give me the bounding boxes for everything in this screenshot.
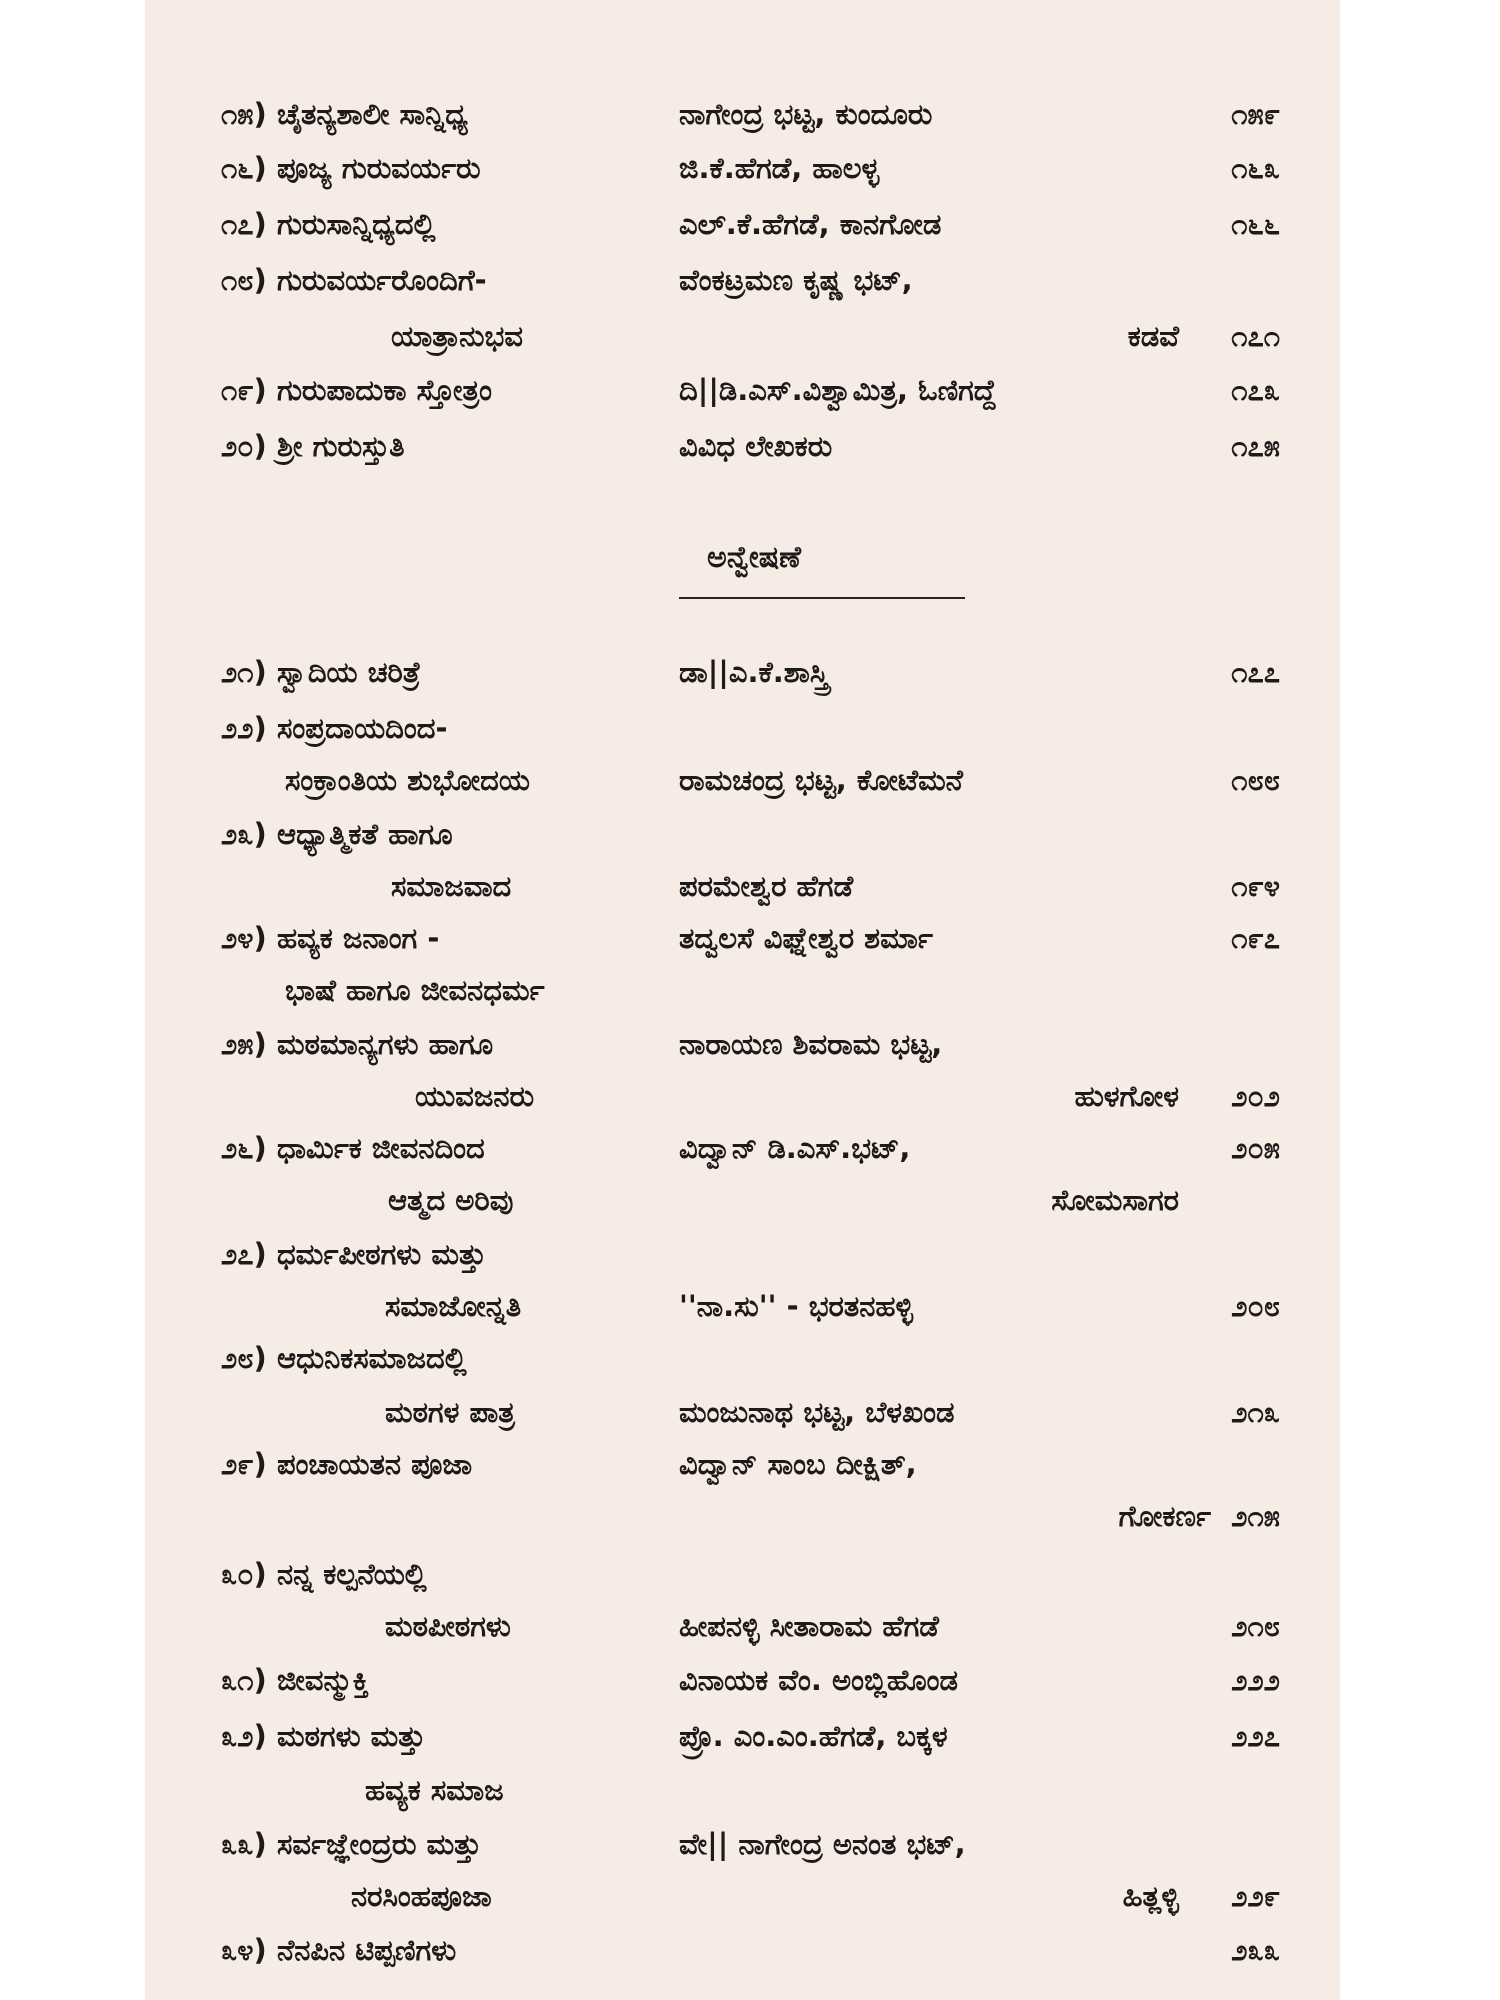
toc-entry-continued bbox=[145, 1174, 1340, 1226]
entry-title-continued: ಯುವಜನರು bbox=[415, 1079, 535, 1113]
toc-entry bbox=[145, 88, 1340, 140]
toc-entry-continued bbox=[145, 964, 1340, 1016]
entry-number: ೩೨) bbox=[221, 1719, 267, 1753]
entry-number: ೨೮) bbox=[221, 1341, 267, 1375]
entry-page: ೨೦೫ bbox=[1231, 1131, 1280, 1165]
toc-entry bbox=[145, 646, 1340, 698]
entry-page: ೨೧೮ bbox=[1231, 1609, 1280, 1643]
entry-number: ೨೯) bbox=[221, 1447, 267, 1481]
entry-title: ಶ್ರೀ ಗುರುಸ್ತುತಿ bbox=[277, 429, 405, 463]
entry-number: ೩೧) bbox=[221, 1663, 267, 1697]
toc-entry bbox=[145, 1122, 1340, 1174]
entry-author-continued: ಹುಳಗೋಳ bbox=[1074, 1079, 1179, 1113]
entry-author-continued: ಗೋಕರ್ಣ bbox=[1118, 1499, 1211, 1533]
entry-title: ಗುರುವರ್ಯರೊಂದಿಗೆ- bbox=[277, 263, 487, 297]
entry-title: ನನ್ನ ಕಲ್ಪನೆಯಲ್ಲಿ bbox=[277, 1557, 427, 1591]
entry-title: ಧರ್ಮಪೀಠಗಳು ಮತ್ತು bbox=[277, 1237, 487, 1271]
entry-title: ಸಂಪ್ರದಾಯದಿಂದ- bbox=[277, 711, 448, 745]
entry-number: ೨೨) bbox=[221, 711, 267, 745]
entry-author: ವೇ|| ನಾಗೇಂದ್ರ ಅನಂತ ಭಟ್, bbox=[679, 1827, 966, 1861]
entry-page: ೨೨೭ bbox=[1231, 1719, 1280, 1753]
entry-number: ೩೩) bbox=[221, 1827, 267, 1861]
entry-title: ಆಧ್ಯಾತ್ಮಿಕತೆ ಹಾಗೂ bbox=[277, 817, 453, 851]
toc-entry bbox=[145, 254, 1340, 306]
toc-entry-continued bbox=[145, 1070, 1340, 1122]
entry-page: ೧೭೧ bbox=[1231, 319, 1280, 353]
entry-author: ದಿ||ಡಿ.ಎಸ್.ವಿಶ್ವಾಮಿತ್ರ, ಓಣಿಗದ್ದೆ bbox=[679, 373, 997, 407]
entry-author-continued: ಸೋಮಸಾಗರ bbox=[1051, 1183, 1179, 1217]
entry-page: ೨೦೮ bbox=[1231, 1289, 1280, 1323]
toc-entry bbox=[145, 420, 1340, 472]
entry-page: ೧೮೮ bbox=[1231, 763, 1280, 797]
entry-number: ೧೭) bbox=[221, 207, 267, 241]
entry-title: ಚೈತನ್ಯಶಾಲೀ ಸಾನ್ನಿಧ್ಯ bbox=[277, 97, 468, 131]
toc-entry bbox=[145, 1228, 1340, 1280]
entry-author: ಜಿ.ಕೆ.ಹೆಗಡೆ, ಹಾಲಳ್ಳ bbox=[679, 151, 880, 185]
entry-author: ನಾರಾಯಣ ಶಿವರಾಮ ಭಟ್ಟ, bbox=[679, 1027, 943, 1061]
entry-title-continued: ನರಸಿಂಹಪೂಜಾ bbox=[351, 1879, 492, 1913]
toc-entry bbox=[145, 1438, 1340, 1490]
entry-number: ೨೬) bbox=[221, 1131, 267, 1165]
entry-author: ವಿನಾಯಕ ವೆಂ. ಅಂಬ್ಲಿಹೊಂಡ bbox=[679, 1663, 958, 1697]
entry-page: ೧೫೯ bbox=[1231, 97, 1280, 131]
entry-number: ೨೫) bbox=[221, 1027, 267, 1061]
entry-author: ''ನಾ.ಸು'' - ಭರತನಹಳ್ಳಿ bbox=[679, 1289, 914, 1323]
toc-entry-continued bbox=[145, 754, 1340, 806]
entry-title: ಹವ್ಯಕ ಜನಾಂಗ - bbox=[277, 921, 440, 955]
toc-entry-continued bbox=[145, 860, 1340, 912]
entry-author: ಪ್ರೊ. ಎಂ.ಎಂ.ಹೆಗಡೆ, ಬಕ್ಕಳ bbox=[679, 1719, 948, 1753]
entry-author: ವೆಂಕಟ್ರಮಣ ಕೃಷ್ಣ ಭಟ್, bbox=[679, 263, 913, 297]
entry-author: ನಾಗೇಂದ್ರ ಭಟ್ಟ, ಕುಂದೂರು bbox=[679, 97, 933, 131]
toc-entry bbox=[145, 142, 1340, 194]
toc-entry bbox=[145, 364, 1340, 416]
entry-author: ವಿದ್ವಾನ್ ಡಿ.ಎಸ್.ಭಟ್, bbox=[679, 1131, 911, 1165]
toc-entry bbox=[145, 1710, 1340, 1762]
entry-title: ಗುರುಸಾನ್ನಿಧ್ಯದಲ್ಲಿ bbox=[277, 207, 436, 241]
entry-title-continued: ಹವ್ಯಕ ಸಮಾಜ bbox=[365, 1773, 504, 1807]
toc-entry-continued bbox=[145, 1490, 1340, 1542]
entry-author: ವಿದ್ವಾನ್ ಸಾಂಬ ದೀಕ್ಷಿತ್, bbox=[679, 1447, 917, 1481]
entry-page: ೧೬೬ bbox=[1231, 207, 1280, 241]
entry-title: ಮಠಮಾನ್ಯಗಳು ಹಾಗೂ bbox=[277, 1027, 494, 1061]
toc-entry-continued bbox=[145, 1386, 1340, 1438]
section-underline bbox=[679, 597, 965, 599]
entry-title: ಪಂಚಾಯತನ ಪೂಜಾ bbox=[277, 1447, 473, 1481]
entry-title: ಮಠಗಳು ಮತ್ತು bbox=[277, 1719, 426, 1753]
entry-page: ೨೩೩ bbox=[1231, 1933, 1280, 1967]
book-page bbox=[145, 0, 1340, 2000]
entry-author: ವಿವಿಧ ಲೇಖಕರು bbox=[679, 429, 833, 463]
entry-title-continued: ಮಠಪೀಠಗಳು bbox=[385, 1609, 511, 1643]
toc-entry bbox=[145, 1332, 1340, 1384]
section-heading: ಅನ್ವೇಷಣೆ bbox=[707, 540, 801, 575]
entry-title: ಗುರುಪಾದುಕಾ ಸ್ತೋತ್ರಂ bbox=[277, 373, 492, 407]
entry-number: ೨೪) bbox=[221, 921, 267, 955]
entry-title-continued: ಮಠಗಳ ಪಾತ್ರ bbox=[385, 1395, 515, 1429]
entry-author: ಹೀಪನಳ್ಳಿ ಸೀತಾರಾಮ ಹೆಗಡೆ bbox=[679, 1609, 939, 1643]
entry-number: ೩೦) bbox=[221, 1557, 267, 1591]
toc-entry bbox=[145, 198, 1340, 250]
entry-title: ಧಾರ್ಮಿಕ ಜೀವನದಿಂದ bbox=[277, 1131, 485, 1165]
entry-page: ೧೭೩ bbox=[1231, 373, 1280, 407]
entry-title: ಆಧುನಿಕಸಮಾಜದಲ್ಲಿ bbox=[277, 1341, 467, 1375]
table-of-contents bbox=[145, 0, 1340, 2000]
entry-title-continued: ಯಾತ್ರಾನುಭವ bbox=[391, 319, 523, 353]
entry-title: ಪೂಜ್ಯ ಗುರುವರ್ಯರು bbox=[277, 151, 481, 185]
toc-entry bbox=[145, 912, 1340, 964]
entry-title-continued: ಸಮಾಜೋನ್ನತಿ bbox=[385, 1289, 522, 1323]
entry-page: ೨೨೨ bbox=[1231, 1663, 1280, 1697]
entry-page: ೧೯೭ bbox=[1231, 921, 1280, 955]
entry-author: ಪರಮೇಶ್ವರ ಹೆಗಡೆ bbox=[679, 869, 854, 903]
toc-entry-continued bbox=[145, 1764, 1340, 1816]
entry-page: ೧೭೫ bbox=[1231, 429, 1280, 463]
entry-title: ಸರ್ವಜ್ಞೇಂದ್ರರು ಮತ್ತು bbox=[277, 1827, 482, 1861]
entry-number: ೨೦) bbox=[221, 429, 267, 463]
toc-entry bbox=[145, 808, 1340, 860]
toc-entry bbox=[145, 702, 1340, 754]
entry-page: ೨೧೫ bbox=[1231, 1499, 1280, 1533]
entry-title-continued: ಸಮಾಜವಾದ bbox=[391, 869, 512, 903]
entry-author: ರಾಮಚಂದ್ರ ಭಟ್ಟ, ಕೋಟೆಮನೆ bbox=[679, 763, 963, 797]
entry-number: ೧೬) bbox=[221, 151, 267, 185]
entry-author: ಎಲ್.ಕೆ.ಹೆಗಡೆ, ಕಾನಗೋಡ bbox=[679, 207, 942, 241]
entry-number: ೧೫) bbox=[221, 97, 267, 131]
toc-entry-continued bbox=[145, 1600, 1340, 1652]
entry-page: ೨೨೯ bbox=[1231, 1879, 1280, 1913]
toc-entry-continued bbox=[145, 310, 1340, 362]
toc-entry bbox=[145, 1924, 1340, 1976]
toc-entry bbox=[145, 1548, 1340, 1600]
entry-title: ನೆನಪಿನ ಟಿಪ್ಪಣಿಗಳು bbox=[277, 1933, 457, 1967]
toc-entry bbox=[145, 1818, 1340, 1870]
toc-entry-continued bbox=[145, 1280, 1340, 1332]
entry-page: ೧೭೭ bbox=[1231, 655, 1280, 689]
entry-title-continued: ಸಂಕ್ರಾಂತಿಯ ಶುಭೋದಯ bbox=[285, 763, 530, 797]
entry-author: ಮಂಜುನಾಥ ಭಟ್ಟ, ಬೆಳಖಂಡ bbox=[679, 1395, 955, 1429]
entry-number: ೧೮) bbox=[221, 263, 267, 297]
entry-page: ೧೯೪ bbox=[1231, 869, 1280, 903]
entry-number: ೨೩) bbox=[221, 817, 267, 851]
entry-author-continued: ಕಡವೆ bbox=[1127, 319, 1179, 353]
entry-number: ೩೪) bbox=[221, 1933, 267, 1967]
entry-page: ೨೧೩ bbox=[1231, 1395, 1280, 1429]
toc-entry bbox=[145, 1018, 1340, 1070]
entry-author-continued: ಹಿತ್ಲಳ್ಳಿ bbox=[1122, 1879, 1179, 1913]
entry-number: ೧೯) bbox=[221, 373, 267, 407]
entry-author: ತದ್ವಲಸೆ ವಿಘ್ನೇಶ್ವರ ಶರ್ಮಾ bbox=[679, 921, 933, 955]
entry-title: ಸ್ವಾದಿಯ ಚರಿತ್ರೆ bbox=[277, 655, 421, 689]
entry-page: ೨೦೨ bbox=[1231, 1079, 1280, 1113]
entry-author: ಡಾ||ಎ.ಕೆ.ಶಾಸ್ತ್ರಿ bbox=[679, 655, 829, 689]
entry-number: ೨೧) bbox=[221, 655, 267, 689]
entry-title-continued: ಭಾಷೆ ಹಾಗೂ ಜೀವನಧರ್ಮ bbox=[285, 973, 545, 1007]
entry-page: ೧೬೩ bbox=[1231, 151, 1280, 185]
entry-number: ೨೭) bbox=[221, 1237, 267, 1271]
toc-entry bbox=[145, 1654, 1340, 1706]
toc-entry-continued bbox=[145, 1870, 1340, 1922]
entry-title-continued: ಆತ್ಮದ ಅರಿವು bbox=[388, 1183, 514, 1217]
entry-title: ಜೀವನ್ಮುಕ್ತಿ bbox=[277, 1663, 369, 1697]
